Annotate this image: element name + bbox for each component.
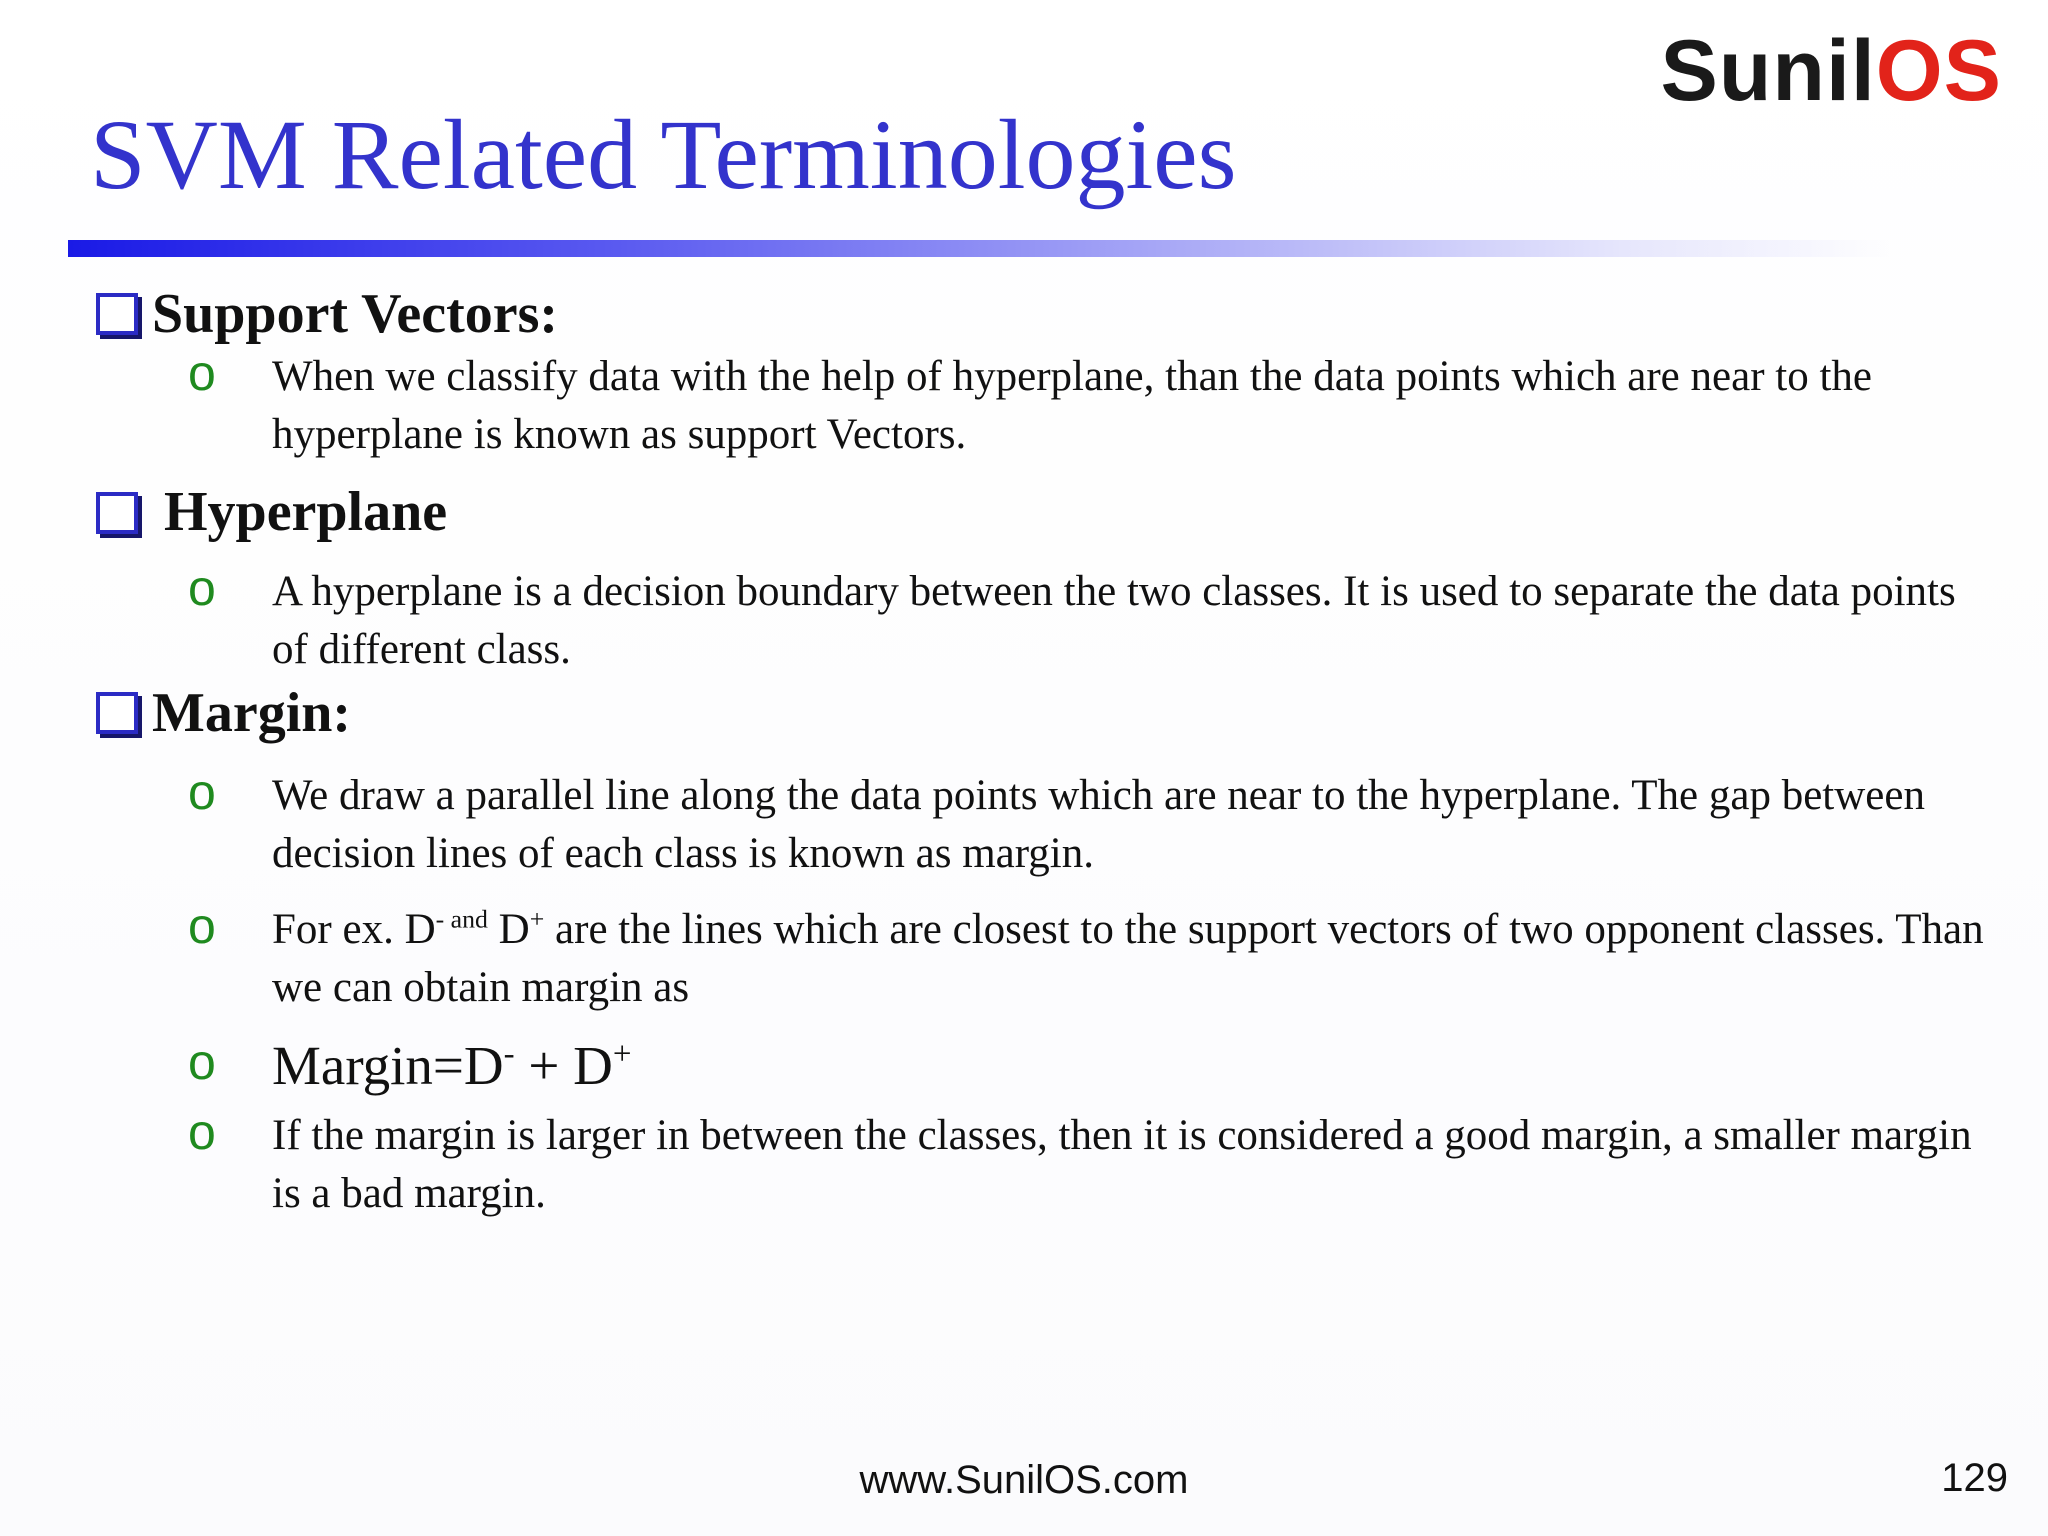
bullet-item bbox=[96, 764, 1996, 883]
section-heading-text: Support Vectors: bbox=[152, 283, 559, 345]
bullet-item-formula bbox=[96, 1031, 1996, 1101]
checkbox-bullet-icon bbox=[96, 293, 138, 335]
logo-part-sunil: Sunil bbox=[1660, 23, 1876, 119]
bullet-text: A hyperplane is a decision boundary between the two classes. It is used to separate the data points of different class. bbox=[272, 567, 1956, 673]
section-support-vectors bbox=[96, 282, 1996, 464]
logo-part-os: OS bbox=[1875, 23, 2002, 119]
checkbox-bullet-icon bbox=[96, 492, 138, 534]
bullet-text-part: For ex. D bbox=[272, 906, 436, 954]
bullet-text: When we classify data with the help of hyperplane, than the data points which are near to the hyperplane is known as support Vectors. bbox=[272, 353, 1872, 459]
logo bbox=[1660, 23, 2002, 119]
bullet-list bbox=[96, 559, 1996, 679]
formula-part: Margin=D bbox=[272, 1035, 504, 1097]
superscript-plus: + bbox=[612, 1036, 632, 1073]
section-heading bbox=[96, 480, 1996, 544]
bullet-text-part: D bbox=[487, 906, 530, 954]
superscript-minus: - bbox=[503, 1036, 515, 1073]
section-heading bbox=[96, 681, 1996, 745]
bullet-text bbox=[272, 906, 1984, 1011]
circle-bullet-icon: o bbox=[188, 898, 216, 955]
page-number: 129 bbox=[1941, 1456, 2008, 1500]
section-heading-text: Hyperplane bbox=[164, 481, 448, 544]
checkbox-bullet-icon bbox=[96, 692, 138, 734]
section-margin bbox=[96, 681, 1996, 1223]
bullet-text: If the margin is larger in between the classes, then it is considered a good margin, a smaller margin is a bad margin. bbox=[272, 1112, 1972, 1218]
footer-url: www.SunilOS.com bbox=[859, 1458, 1189, 1502]
section-heading bbox=[96, 282, 1996, 346]
superscript-plus: + bbox=[529, 904, 545, 934]
formula-text bbox=[272, 1035, 632, 1096]
bullet-list bbox=[96, 764, 1996, 1223]
circle-bullet-icon: o bbox=[188, 1104, 216, 1161]
bullet-text-part: are the lines which are closest to the support vectors of two opponent classes. Than we can obtain margin as bbox=[272, 906, 1984, 1012]
bullet-item bbox=[96, 345, 1996, 464]
circle-bullet-icon: o bbox=[188, 1034, 216, 1091]
title-divider bbox=[68, 240, 1898, 257]
bullet-item bbox=[96, 898, 1996, 1017]
formula-part: + D bbox=[514, 1035, 613, 1097]
bullet-list bbox=[96, 345, 1996, 464]
bullet-text: We draw a parallel line along the data points which are near to the hyperplane. The gap between decision lines of each class is known as margin. bbox=[272, 772, 1925, 878]
bullet-item bbox=[96, 1104, 1996, 1223]
circle-bullet-icon: o bbox=[188, 764, 216, 821]
superscript-and: and bbox=[444, 904, 488, 934]
section-heading-text: Margin: bbox=[152, 681, 352, 744]
superscript-minus: - bbox=[435, 904, 445, 934]
slide-title: SVM Related Terminologies bbox=[90, 99, 1237, 210]
circle-bullet-icon: o bbox=[188, 559, 216, 616]
circle-bullet-icon: o bbox=[188, 345, 216, 402]
slide-content bbox=[96, 282, 1996, 1223]
bullet-item bbox=[96, 559, 1996, 679]
section-hyperplane bbox=[96, 480, 1996, 678]
